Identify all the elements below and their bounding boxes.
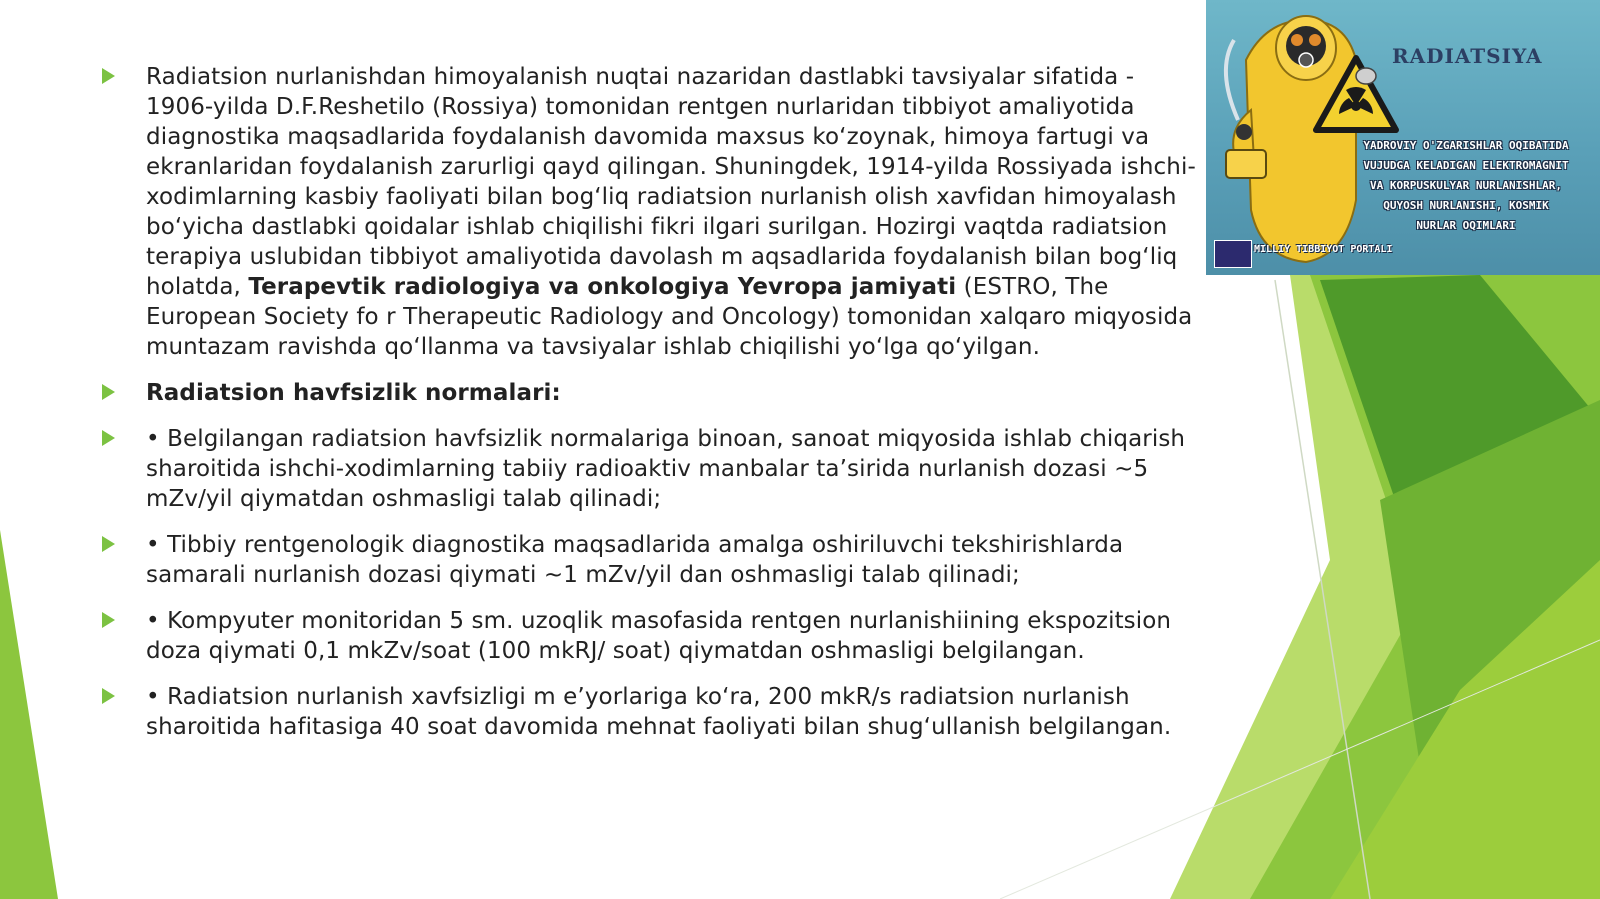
bullet-text: • Radiatsion nurlanish xavfsizligi m e’yorlariga ko‘ra, 200 mkR/s radiatsion nurlanish sharoitida hafitasiga 40 soat davomida mehnat faoliyati bilan shug‘ullanish belgilangan. [146,684,1172,740]
bullet-item [100,62,1200,362]
bullet-item [100,606,1200,666]
bullet-arrow-icon [102,68,115,84]
bullet-item [100,530,1200,590]
bullet-arrow-icon [102,430,115,446]
caption-line: QUYOSH NURLANISHI, KOSMIK [1383,199,1549,212]
bullet-text-bold: Terapevtik radiologiya va onkologiya Yevropa jamiyati [248,274,957,300]
bullet-text-bold: Radiatsion havfsizlik normalari: [146,380,561,406]
caption-line: YADROVIY O'ZGARISHLAR OQIBATIDA [1363,139,1569,152]
bullet-list [100,62,1200,742]
bullet-item [100,682,1200,742]
bullet-text: Radiatsion nurlanishdan himoyalanish nuqtai nazaridan dastlabki tavsiyalar sifatida - 1906-yilda D.F.Reshetilo (Rossiya) tomonidan rentgen nurlaridan tibbiyot amaliyotida diagnostika maqsadlarida foydalanish davomida maxsus ko‘zoynak, himoya fartugi va ekranlaridan foydalanish zarurligi qayd qilingan. Shuningdek, 1914-yilda Rossiyada ishchi-xodimlarning kasbiy faoliyati bilan bog‘liq radiatsion nurlanish olish xavfidan himoyalash bo‘yicha dastlabki qoidalar ishlab chiqilishi fikri ilgari surilgan. Hozirgi vaqtda radiatsion terapiya uslubidan tibbiyot amaliyotida davolash m aqsadlarida foydalanish bilan bog‘liq holatda, [146,64,1196,300]
caption-line: VA KORPUSKULYAR NURLANISHLAR, [1369,179,1563,192]
portal-logo-icon [1214,240,1252,268]
main-content [100,62,1200,758]
illustration-caption [1346,136,1586,236]
radiation-illustration [1206,0,1600,275]
bullet-text: • Belgilangan radiatsion havfsizlik normalariga binoan, sanoat miqyosida ishlab chiqarish sharoitida ishchi-xodimlarning tabiiy radioaktiv manbalar ta’sirida nurlanish dozasi ~5 mZv/yil qiymatdan oshmasligi talab qilinadi; [146,426,1186,512]
illustration-title: RADIATSIYA [1392,44,1543,68]
bullet-arrow-icon [102,536,115,552]
caption-line: VUJUDGA KELADIGAN ELEKTROMAGNIT [1363,159,1569,172]
left-green-shape [0,530,58,899]
bullet-text: • Tibbiy rentgenologik diagnostika maqsadlarida amalga oshiriluvchi tekshirishlarda samarali nurlanish dozasi qiymati ~1 mZv/yil dan oshmasligi talab qilinadi; [146,532,1124,588]
bullet-item [100,424,1200,514]
bullet-text: (ESTRO, The European Society fo r Therapeutic Radiology and Oncology) tomonidan xalqaro miqyosida muntazam ravishda qo‘llanma va tavsiyalar ishlab chiqilishi yo‘lga qo‘yilgan. [146,274,1193,360]
bullet-arrow-icon [102,384,115,400]
bullet-text: • Kompyuter monitoridan 5 sm. uzoqlik masofasida rentgen nurlanishiining ekspozitsion doza qiymati 0,1 mkZv/soat (100 mkRJ/ soat) qiymatdan oshmasligi belgilangan. [146,608,1172,664]
portal-label: MILLIY TIBBIYOT PORTALI [1254,244,1393,255]
bullet-arrow-icon [102,612,115,628]
bullet-item [100,378,1200,408]
caption-line: NURLAR OQIMLARI [1416,219,1516,232]
bullet-arrow-icon [102,688,115,704]
